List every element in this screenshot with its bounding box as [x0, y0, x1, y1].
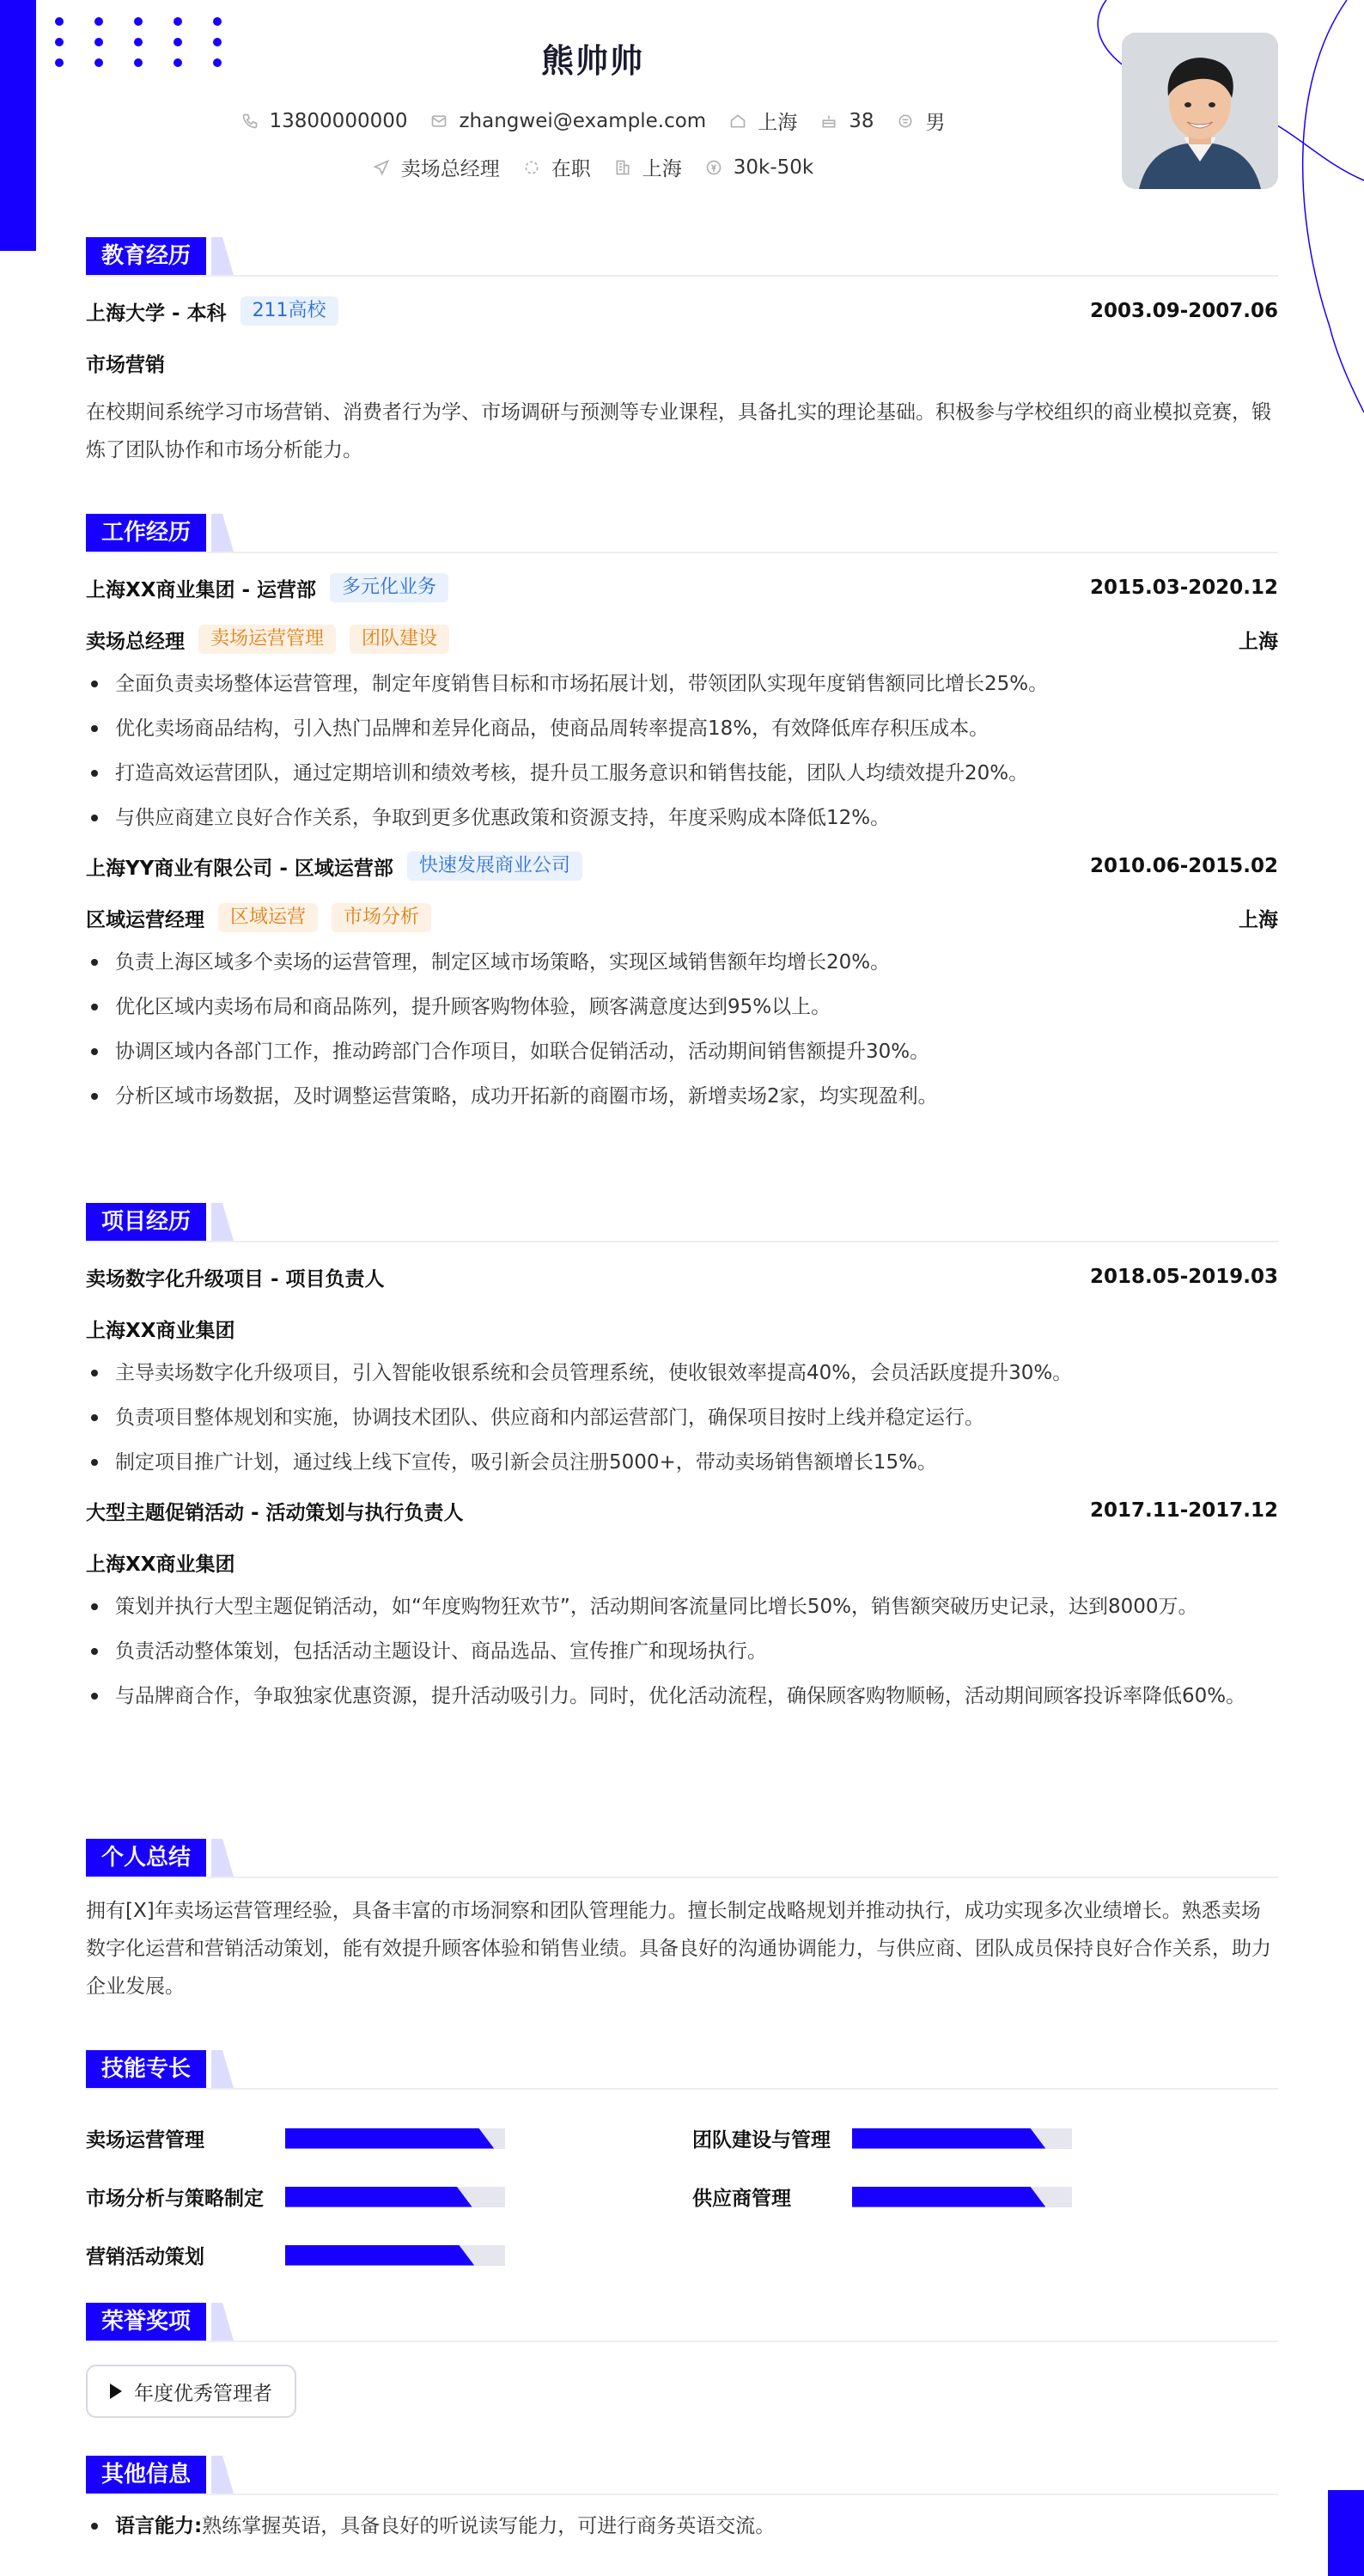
city-text: 上海 [758, 112, 798, 134]
section-title: 其他信息 [86, 2456, 206, 2494]
skill-item [692, 2182, 1072, 2211]
skill-name: 团队建设与管理 [692, 2129, 831, 2152]
section-title: 教育经历 [86, 237, 206, 275]
skill-bar-fill [852, 2128, 1045, 2149]
summary-header [86, 1839, 1278, 1878]
city-info [728, 107, 797, 135]
job-intent-row [86, 153, 1099, 181]
age-info [819, 110, 874, 132]
salary-text: 30k-50k [733, 156, 814, 179]
bullet-item: 策划并执行大型主题促销活动，如“年度购物狂欢节”，活动期间客流量同比增长50%，销售额突破历史记录，达到8000万。 [86, 1584, 1278, 1629]
major-row [86, 345, 1278, 380]
education-header [86, 237, 1278, 277]
skill-bar [285, 2245, 505, 2266]
role-name: 区域运营经理 [86, 908, 204, 931]
bullet-item: 打造高效运营团队，通过定期培训和绩效考核，提升员工服务意识和销售技能，团队人均绩效提升20%。 [86, 751, 1278, 796]
bullet-item: 制定项目推广计划，通过线上线下宣传，吸引新会员注册5000+，带动卖场销售额增长15%。 [86, 1440, 1278, 1485]
project-org: 上海XX商业集团 [86, 1319, 235, 1342]
project-date: 2018.05-2019.03 [1089, 1266, 1278, 1288]
left-accent-bar [0, 0, 36, 251]
project-section [86, 1203, 1278, 1715]
status-info [522, 153, 591, 181]
position-info [372, 153, 500, 181]
phone-icon [241, 112, 259, 131]
skill-name: 供应商管理 [692, 2188, 791, 2210]
skill-item [692, 2124, 1072, 2152]
project-name-row [86, 1260, 1278, 1294]
summary-section [86, 1839, 1278, 2005]
company-tag: 快速发展商业公司 [407, 852, 582, 881]
skill-bar-fill [285, 2245, 474, 2266]
work-company-row [86, 849, 1278, 883]
work-bullets [86, 662, 1278, 840]
school-tag: 211高校 [241, 296, 338, 326]
other-item [86, 2504, 1278, 2549]
other-item-text: 熟练掌握英语，具备良好的听说读写能力，可进行商务英语交流。 [202, 2515, 776, 2537]
phone-text: 13800000000 [269, 109, 408, 132]
skill-bar [852, 2128, 1072, 2149]
contact-row [86, 107, 1099, 135]
status-text: 在职 [551, 158, 591, 180]
money-icon [704, 158, 723, 177]
section-title-tail [211, 2050, 234, 2088]
work-item [86, 571, 1278, 840]
project-bullets [86, 1351, 1278, 1485]
skill-name: 卖场运营管理 [86, 2129, 204, 2152]
send-icon [372, 158, 391, 177]
section-title: 工作经历 [86, 514, 206, 552]
profile-photo [1122, 33, 1278, 189]
role-tag: 团队建设 [350, 625, 449, 654]
company-tag: 多元化业务 [330, 573, 448, 602]
bullet-item: 优化卖场商品结构，引入热门品牌和差异化商品，使商品周转率提高18%，有效降低库存积压成本。 [86, 706, 1278, 751]
section-title-tail [211, 237, 234, 275]
other-section [86, 2456, 1278, 2549]
other-header [86, 2456, 1278, 2495]
bullet-item: 协调区域内各部门工作，推动跨部门合作项目，如联合促销活动，活动期间销售额提升30%。 [86, 1029, 1278, 1074]
work-city-text: 上海 [642, 158, 682, 180]
project-bullets [86, 1584, 1278, 1715]
school-name: 上海大学 - 本科 [86, 302, 227, 325]
section-title: 个人总结 [86, 1839, 206, 1877]
bullet-item: 分析区域市场数据，及时调整运营策略，成功开拓新的商圈市场，新增卖场2家，均实现盈利。 [86, 1074, 1278, 1119]
awards-header [86, 2303, 1278, 2342]
bullet-item: 优化区域内卖场布局和商品陈列，提升顾客购物体验，顾客满意度达到95%以上。 [86, 985, 1278, 1029]
mail-icon [429, 112, 448, 131]
section-title-tail [211, 2456, 234, 2494]
work-city-info [613, 153, 682, 181]
section-title-tail [211, 1839, 234, 1877]
role-tag: 卖场运营管理 [198, 625, 336, 654]
project-item [86, 1260, 1278, 1485]
work-bullets [86, 940, 1278, 1119]
skill-bar [285, 2128, 505, 2149]
phone-info [241, 110, 408, 132]
skill-name: 营销活动策划 [86, 2246, 204, 2268]
education-row [86, 294, 1278, 328]
project-name: 大型主题促销活动 - 活动策划与执行负责人 [86, 1501, 464, 1524]
bullet-item: 与品牌商合作，争取独家优惠资源，提升活动吸引力。同时，优化活动流程，确保顾客购物顺畅，活动期间顾客投诉率降低60%。 [86, 1674, 1278, 1715]
education-description: 在校期间系统学习市场营销、消费者行为学、市场调研与预测等专业课程，具备扎实的理论基础。积极参与学校组织的商业模拟竞赛，锻炼了团队协作和市场分析能力。 [86, 401, 1271, 461]
work-item [86, 849, 1278, 1119]
play-triangle-icon [110, 2384, 122, 2399]
resume-header [86, 0, 1278, 223]
education-date: 2003.09-2007.06 [1089, 300, 1278, 322]
skill-bar-fill [285, 2128, 494, 2149]
skill-bar-fill [852, 2187, 1045, 2207]
section-title: 技能专长 [86, 2050, 206, 2088]
company-name: 上海YY商业有限公司 - 区域运营部 [86, 857, 393, 880]
bullet-item: 主导卖场数字化升级项目，引入智能收银系统和会员管理系统，使收银效率提高40%，会员活跃度提升30%。 [86, 1351, 1278, 1395]
work-company-row [86, 571, 1278, 605]
role-tag: 市场分析 [332, 903, 431, 932]
gender-text: 男 [925, 112, 946, 134]
section-title: 荣誉奖项 [86, 2303, 206, 2341]
section-title-tail [211, 514, 234, 552]
salary-info [704, 156, 813, 179]
gender-info [896, 107, 945, 135]
email-text: zhangwei@example.com [459, 109, 707, 132]
skill-bar-fill [285, 2187, 472, 2207]
work-section [86, 514, 1278, 1119]
education-section [86, 237, 1278, 469]
award-name: 年度优秀管理者 [134, 2382, 272, 2405]
bullet-item: 全面负责卖场整体运营管理，制定年度销售目标和市场拓展计划，带领团队实现年度销售额同比增长25%。 [86, 662, 1278, 706]
work-role-row [86, 622, 1278, 656]
building-icon [613, 158, 632, 177]
company-name: 上海XX商业集团 - 运营部 [86, 578, 317, 601]
skill-item [86, 2182, 505, 2211]
section-title-tail [211, 1203, 234, 1241]
work-date: 2015.03-2020.12 [1089, 577, 1278, 599]
project-header [86, 1203, 1278, 1242]
skills-header [86, 2050, 1278, 2090]
bullet-item: 负责活动整体策划，包括活动主题设计、商品选品、宣传推广和现场执行。 [86, 1629, 1278, 1674]
project-name: 卖场数字化升级项目 - 项目负责人 [86, 1267, 385, 1291]
skill-item [86, 2124, 505, 2152]
home-icon [728, 112, 747, 131]
bullet-item: 负责上海区域多个卖场的运营管理，制定区域市场策略，实现区域销售额年均增长20%。 [86, 940, 1278, 985]
right-accent-bar [1328, 2490, 1364, 2576]
section-title-tail [211, 2303, 234, 2341]
other-bullets [86, 2504, 1278, 2549]
project-date: 2017.11-2017.12 [1089, 1499, 1278, 1522]
other-item-label: 语言能力: [115, 2515, 203, 2537]
bullet-item: 与供应商建立良好合作关系，争取到更多优惠政策和资源支持，年度采购成本降低12%。 [86, 796, 1278, 840]
awards-section [86, 2303, 1278, 2418]
summary-text: 拥有[X]年卖场运营管理经验，具备丰富的市场洞察和团队管理能力。擅长制定战略规划并推动执行，成功实现多次业绩增长。熟悉卖场数字化运营和营销活动策划，能有效提升顾客体验和销售业绩。具备良好的沟通协调能力，与供应商、团队成员保持良好合作关系，助力企业发展。 [86, 1900, 1271, 1998]
project-org-row [86, 1545, 1278, 1579]
project-org-row [86, 1311, 1278, 1346]
role-tag: 区域运营 [218, 903, 318, 932]
award-item[interactable] [86, 2365, 296, 2418]
role-name: 卖场总经理 [86, 630, 185, 653]
project-org: 上海XX商业集团 [86, 1553, 235, 1576]
section-title: 项目经历 [86, 1203, 206, 1241]
cake-icon [819, 112, 838, 131]
work-header [86, 514, 1278, 553]
work-date: 2010.06-2015.02 [1089, 855, 1278, 877]
skills-section [86, 2050, 1278, 2274]
bullet-item: 负责项目整体规划和实施，协调技术团队、供应商和内部运营部门，确保项目按时上线并稳定运行。 [86, 1395, 1278, 1440]
loading-icon [522, 158, 541, 177]
skill-name: 市场分析与策略制定 [86, 2188, 264, 2210]
gender-icon [896, 112, 915, 131]
candidate-name: 熊帅帅 [540, 42, 644, 80]
skill-item [86, 2241, 505, 2269]
skill-bar [852, 2187, 1072, 2207]
position-text: 卖场总经理 [400, 158, 500, 180]
project-name-row [86, 1493, 1278, 1528]
work-location: 上海 [1239, 908, 1278, 931]
work-location: 上海 [1239, 630, 1278, 653]
email-info [429, 110, 706, 132]
work-role-row [86, 900, 1278, 935]
age-text: 38 [849, 109, 874, 132]
project-item [86, 1493, 1278, 1715]
major-name: 市场营销 [86, 353, 165, 376]
skill-bar [285, 2187, 505, 2207]
